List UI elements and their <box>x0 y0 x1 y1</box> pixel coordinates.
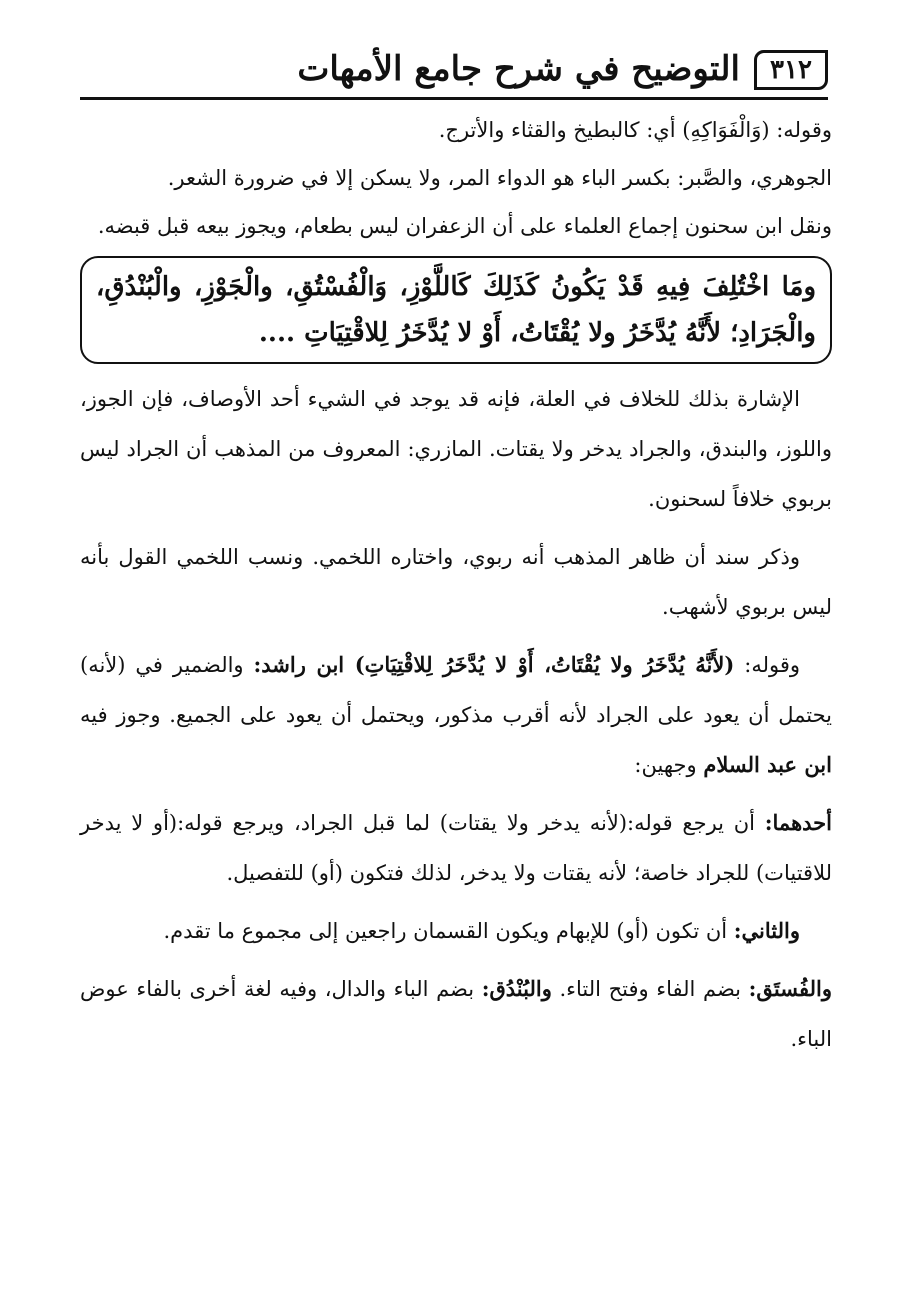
paragraph: وقوله: (وَالْفَوَاكِهِ) أي: كالبطيخ والقثاء والأترج. <box>438 118 832 142</box>
matn-text-box: ومَا اخْتُلِفَ فِيهِ قَدْ يَكُونُ كَذَلِكَ كَاللَّوْزِ، وَالْفُسْتُقِ، والْجَوْزِ، والْبُنْدُقِ، والْجَرَادِ؛ لأَنَّهُ يُدَّخَرُ ولا يُقْتَاتُ، أَوْ لا يُدَّخَرُ لِلاقْتِيَاتِ .... <box>80 256 832 364</box>
paragraph <box>80 906 832 956</box>
header-rule <box>80 97 828 100</box>
paragraph <box>80 798 832 898</box>
term: والفُستَق: <box>748 976 832 1001</box>
paragraph-text: بضم الباء والدال، وفيه لغة أخرى بالفاء عوض الباء. <box>80 977 832 1051</box>
paragraph-text: بضم الفاء وفتح التاء. <box>551 977 749 1001</box>
paragraph-text: وجهين: <box>634 753 704 777</box>
page-header <box>80 42 828 100</box>
paragraph-lead: والثاني: <box>733 918 800 943</box>
page-body <box>80 112 832 1072</box>
paragraph: الإشارة بذلك للخلاف في العلة، فإنه قد يوجد في الشيء أحد الأوصاف، فإن الجوز، واللوز، والبندق، والجراد يدخر ولا يقتات. المازري: المعروف من المذهب أن الجراد ليس بربوي خلافاً لسحنون. <box>80 387 832 511</box>
paragraph <box>80 640 832 790</box>
term: والبُنْدُق: <box>481 976 552 1001</box>
paragraph <box>80 964 832 1064</box>
paragraph-lead: أحدهما: <box>764 810 832 835</box>
paragraph: الجوهري، والصَّبر: بكسر الباء هو الدواء المر، ولا يسكن إلا في ضرورة الشعر. <box>167 166 832 190</box>
paragraph-text: والضمير في (لأنه) يحتمل أن يعود على الجراد لأنه أقرب مذكور، ويحتمل أن يعود على الجميع. وجوز فيه <box>80 653 832 727</box>
scholar-name: ابن عبد السلام <box>703 752 832 777</box>
paragraph: وذكر سند أن ظاهر المذهب أنه ربوي، واختاره اللخمي. ونسب اللخمي القول بأنه ليس بربوي لأشهب. <box>80 545 832 619</box>
paragraph-text: أن يرجع قوله:(لأنه يدخر ولا يقتات) لما قبل الجراد، ويرجع قوله:(أو لا يدخر للاقتيات) للجراد خاصة؛ لأنه يقتات ولا يدخر، لذلك فتكون (أو) للتفصيل. <box>80 811 832 885</box>
page-number: ٣١٢ <box>754 50 828 90</box>
paragraph-text: أن تكون (أو) للإبهام ويكون القسمان راجعين إلى مجموع ما تقدم. <box>163 919 734 943</box>
book-title: التوضيح في شرح جامع الأمهات <box>297 49 740 89</box>
paragraph: ونقل ابن سحنون إجماع العلماء على أن الزعفران ليس بطعام، ويجوز بيعه قبل قبضه. <box>97 214 832 238</box>
paragraph-lead: وقوله: <box>734 653 801 677</box>
quoted-matn: (لأَنَّهُ يُدَّخَرُ ولا يُقْتَاتُ، أَوْ لا يُدَّخَرُ لِلاقْتِيَاتِ) ابن راشد: <box>253 652 735 677</box>
